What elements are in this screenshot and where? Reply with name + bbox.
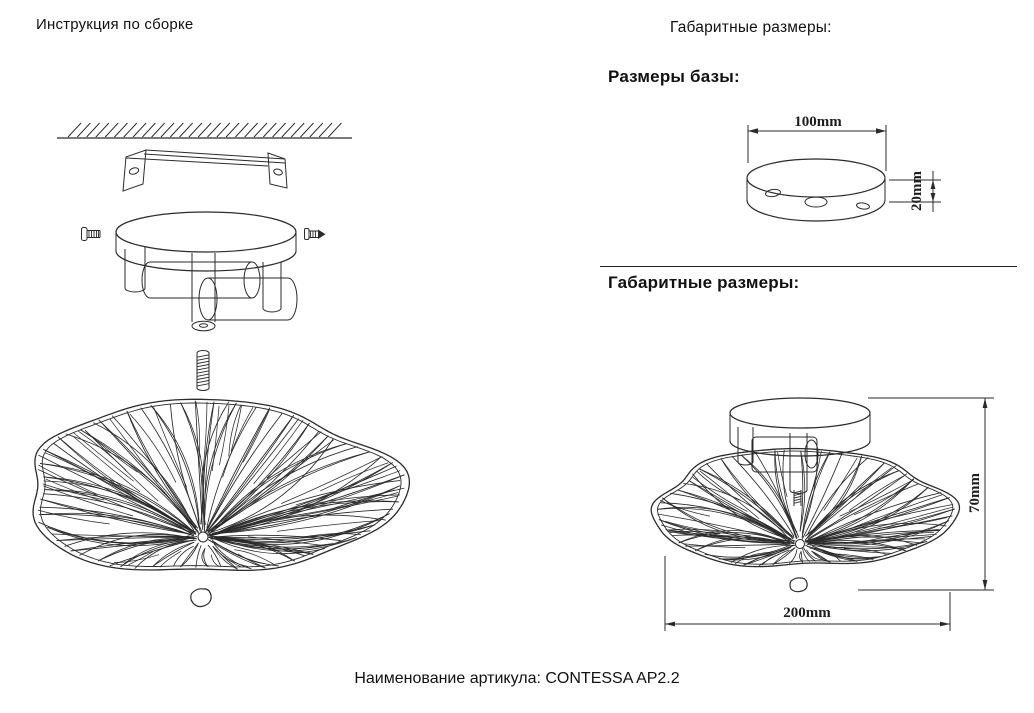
overall-dimensions-top-heading: Габаритные размеры:: [670, 19, 832, 36]
base-height-dimension-label: 20mm: [909, 171, 925, 211]
glass-shade-drawing-left: [33, 399, 409, 570]
base-width-dimension-label: 100mm: [794, 114, 842, 130]
overall-dimensions-heading: Габаритные размеры:: [608, 273, 800, 292]
page-title: Инструкция по сборке: [36, 16, 194, 33]
screw-right-icon: [305, 229, 326, 240]
glass-shade-drawing-right: [651, 449, 959, 567]
screw-left-icon: [82, 228, 101, 241]
mounting-bracket-drawing: [123, 150, 287, 191]
finial-drawing-right: [790, 578, 807, 592]
section-divider: [600, 266, 1017, 267]
article-name-footer: Наименование артикула: CONTESSA AP2.2: [354, 670, 680, 687]
base-dimension-drawing: [747, 114, 941, 221]
ceiling-hatching: [57, 123, 352, 138]
base-dimensions-heading: Размеры базы:: [608, 67, 740, 86]
finial-drawing-left: [191, 589, 211, 607]
canopy-assembly-drawing: [116, 212, 297, 331]
threaded-rod-drawing: [197, 351, 209, 391]
overall-width-dimension-label: 200mm: [783, 605, 831, 621]
overall-height-dimension-label: 70mm: [967, 473, 983, 513]
